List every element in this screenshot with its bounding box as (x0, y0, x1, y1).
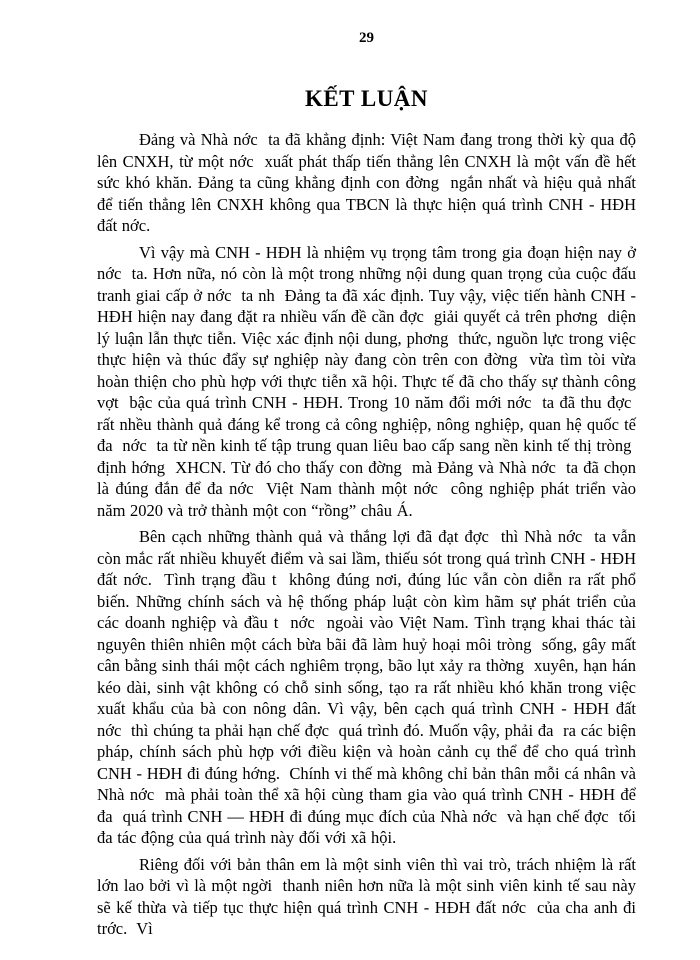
paragraph-4: Riêng đối với bản thân em là một sinh viên thì vai trò, trách nhiệm là rất lớn lao bởi vì là một ngời thanh niên hơn nữa là một sinh viên kinh tế sau này sẽ kế thừa và tiếp tục thực hiện quá trình CNH - HĐH đất nớc của cha anh đi trớc. Vì (97, 854, 636, 938)
paragraph-3: Bên cạch những thành quả và thắng lợi đã đạt đợc thì Nhà nớc ta vẫn còn mắc rất nhiều khuyết điểm và sai lầm, thiếu sót trong quá trình CNH - HĐH đất nớc. Tình trạng đầu t không đúng nơi, đúng lúc vẫn còn diễn ra rất phổ biến. Những chính sách và hệ thống pháp luật còn kìm hãm sự phát triển của các doanh nghiệp và đầu t nớc ngoài vào Việt Nam. Tình trạng khai thác tài nguyên thiên nhiên một cách bừa bãi đã làm huỷ hoại môi tròng sống, gây mất cân bằng sinh thái một cách nghiêm trọng, bão lụt xảy ra thờng xuyên, hạn hán kéo dài, sinh vật không có chỗ sinh sống, tạo ra rất nhiều khó khăn trong việc xuất khẩu của bà con nông dân. Vì vậy, bên cạch quá trình CNH - HĐH đất nớc thì chúng ta phải hạn chế đợc quá trình đó. Muốn vậy, phải đa ra các biện pháp, chính sách phù hợp với điều kiện và hoàn cảnh cụ thể để cho quá trình CNH - HĐH đi đúng hớng. Chính vi thế mà không chỉ bản thân mỗi cá nhân và Nhà nớc mà phải toàn thể xã hội cùng tham gia vào quá trình CNH - HĐH để đa quá trình CNH — HĐH đi đúng mục đích của Nhà nớc và hạn chế đợc tối đa tác động của quá trình này đối với xã hội. (97, 527, 636, 847)
document-body (97, 129, 636, 940)
page-number: 29 (359, 30, 374, 46)
document-title: KẾT LUẬN (304, 86, 429, 111)
paragraph-1: Đảng và Nhà nớc ta đã khẳng định: Việt Nam đang trong thời kỳ qua độ lên CNXH, từ một nớc xuất phát thấp tiến thẳng lên CNXH là một vấn đề hết sức khó khăn. Đảng ta cũng khẳng định con đờng ngắn nhất và hiệu quả nhất để tiến thẳng lên CNXH không qua TBCN là thực hiện quá trình CNH - HĐH đất nớc. (97, 130, 636, 235)
paragraph-2: Vì vậy mà CNH - HĐH là nhiệm vụ trọng tâm trong gia đoạn hiện nay ở nớc ta. Hơn nữa, nó còn là một trong những nội dung quan trọng của cuộc đấu tranh giai cấp ở nớc ta nh Đảng ta đã xác định. Tuy vậy, việc tiến hành CNH - HĐH hiện nay đang đặt ra nhiều vấn đề cần đợc giải quyết cả trên phơng diện lý luận lẫn thực tiễn. Việc xác định nội dung, phơng thức, nguồn lực trong việc thực hiện và thúc đẩy sự nghiệp này đang còn trên con đờng vừa tìm tòi vừa hoàn thiện cho phù hợp với thực tiễn xã hội. Thực tế đã cho thấy sự thành công vợt bậc của quá trình CNH - HĐH. Trong 10 năm đổi mới nớc ta đã thu đợc rất nhều thành quả đáng kể trong cả công nghiệp, nông nghiệp, quan hệ quốc tế đa nớc ta từ nền kinh tế tập trung quan liêu bao cấp sang nền kinh tế thị tròng định hớng XHCN. Từ đó cho thấy con đờng mà Đảng và Nhà nớc ta đã chọn là đúng đắn để đa nớc Việt Nam thành một nớc công nghiệp phát triển vào năm 2020 và trở thành một con “rồng” châu Á. (97, 242, 636, 520)
